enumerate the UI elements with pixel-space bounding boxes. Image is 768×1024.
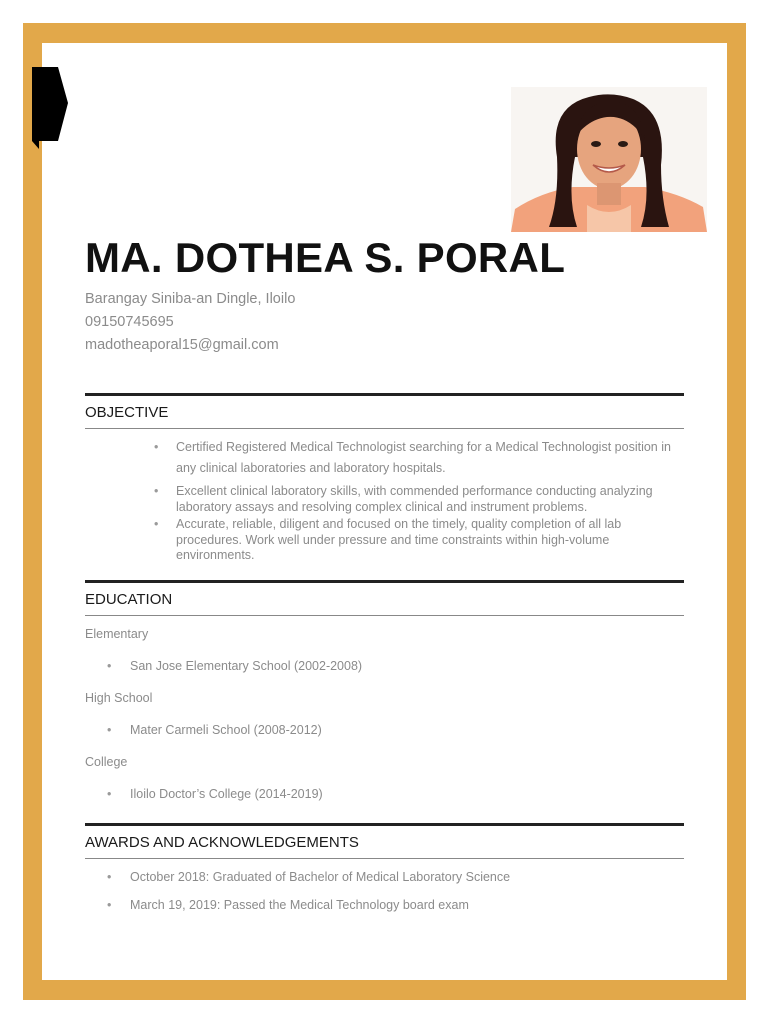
objective-item-line: procedures. Work well under pressure and time constraints within high-volume xyxy=(176,532,610,547)
bullet-icon: • xyxy=(107,723,112,737)
objective-item-line: laboratory assays and resolving complex clinical and instrument problems. xyxy=(176,499,588,514)
contact-address: Barangay Siniba-an Dingle, Iloilo xyxy=(85,291,296,307)
awards-top-rule xyxy=(85,823,684,826)
objective-heading: OBJECTIVE xyxy=(85,404,169,421)
education-school-item xyxy=(107,659,363,673)
objective-item-line: Accurate, reliable, diligent and focused on the timely, quality completion of all lab xyxy=(176,517,622,531)
education-bottom-rule xyxy=(85,615,684,616)
bullet-icon: • xyxy=(154,517,159,531)
objective-item xyxy=(154,517,681,564)
education-level-label: High School xyxy=(85,691,153,705)
bullet-icon: • xyxy=(107,659,112,673)
award-item xyxy=(107,898,469,912)
profile-photo-image xyxy=(511,87,707,232)
black-tab-marker-icon xyxy=(32,67,68,149)
objective-bottom-rule xyxy=(85,428,684,429)
award-item-text: March 19, 2019: Passed the Medical Technology board exam xyxy=(130,898,469,912)
education-top-rule xyxy=(85,580,684,583)
profile-photo xyxy=(511,87,707,232)
education-school-text: Mater Carmeli School (2008-2012) xyxy=(130,723,322,737)
objective-item-line: Certified Registered Medical Technologist searching for a Medical Technologist position in xyxy=(176,440,671,454)
education-level-label: Elementary xyxy=(85,627,149,641)
full-name-heading: MA. DOTHEA S. PORAL xyxy=(85,234,566,281)
award-item-text: October 2018: Graduated of Bachelor of Medical Laboratory Science xyxy=(130,870,511,884)
education-level-label: College xyxy=(85,755,128,769)
objective-item-line: Excellent clinical laboratory skills, with commended performance conducting analyzing xyxy=(176,484,653,498)
awards-bottom-rule xyxy=(85,858,684,859)
bullet-icon: • xyxy=(107,870,112,884)
contact-phone: 09150745695 xyxy=(85,314,174,330)
award-item xyxy=(107,870,511,884)
education-school-item xyxy=(107,723,322,737)
objective-item xyxy=(154,440,681,476)
contact-email: madotheaporal15@gmail.com xyxy=(85,337,279,353)
objective-top-rule xyxy=(85,393,684,396)
bullet-icon: • xyxy=(107,787,112,801)
bullet-icon: • xyxy=(154,440,159,454)
education-school-item xyxy=(107,787,323,801)
bullet-icon: • xyxy=(107,898,112,912)
bullet-icon: • xyxy=(154,484,159,498)
objective-item xyxy=(154,484,681,515)
objective-item-line: any clinical laboratories and laboratory hospitals. xyxy=(176,460,446,475)
objective-item-line: environments. xyxy=(176,548,255,562)
education-heading: EDUCATION xyxy=(85,591,173,608)
education-school-text: Iloilo Doctor’s College (2014-2019) xyxy=(130,787,323,801)
education-school-text: San Jose Elementary School (2002-2008) xyxy=(130,659,363,673)
awards-heading: AWARDS AND ACKNOWLEDGEMENTS xyxy=(85,834,359,851)
